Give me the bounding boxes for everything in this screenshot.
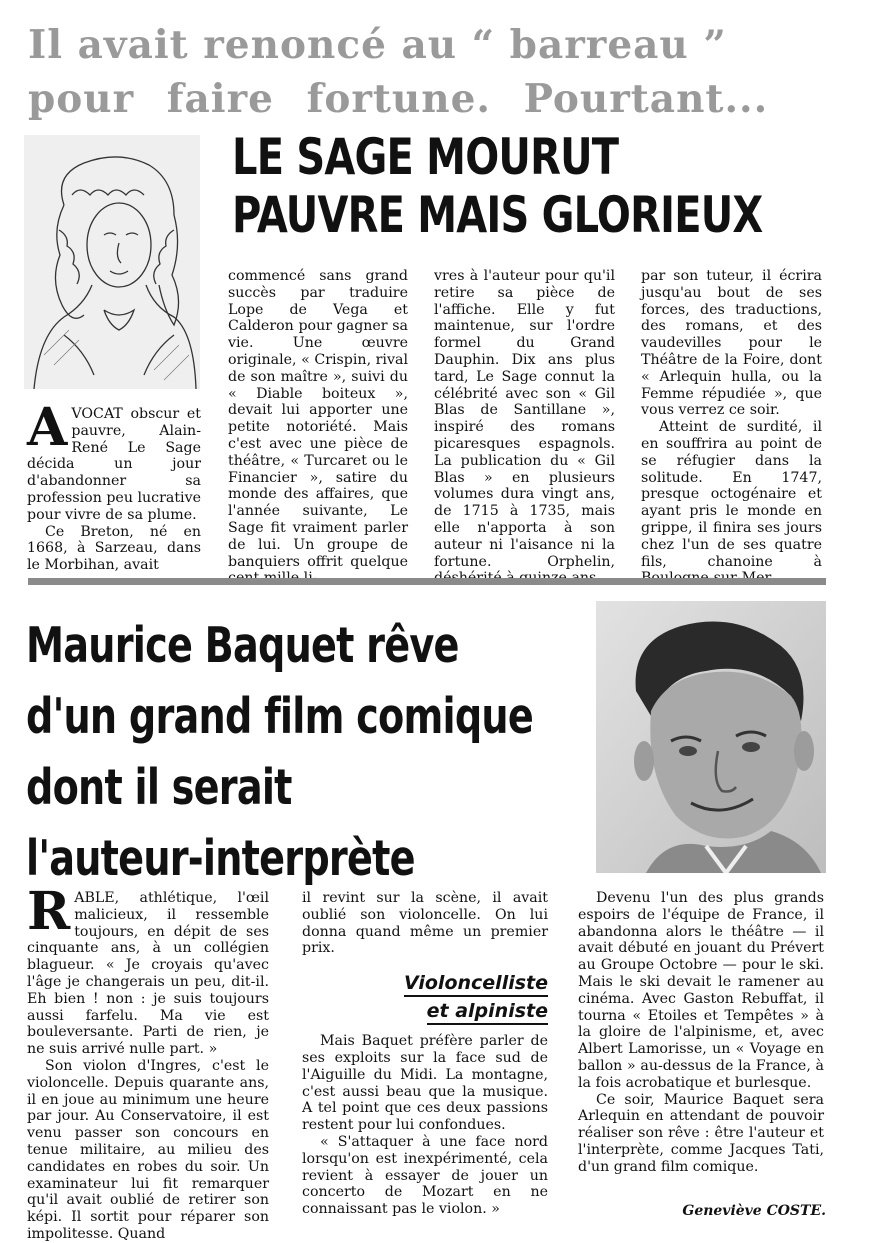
kicker-line-1: Il avait renoncé au “ barreau ” <box>28 22 727 68</box>
dropcap-a: A <box>27 397 68 458</box>
article2-col3-paragraph-2: Ce soir, Maurice Baquet sera Arlequin en attendant de pouvoir réaliser son rêve : être l'auteur et l'interprète, comme Jacques Tati, d'un grand film comique. <box>578 1091 824 1175</box>
headline-baquet-line-2: d'un grand film comique <box>26 688 534 745</box>
section-divider <box>28 578 826 585</box>
article2-col1-paragraph-2: Son violon d'Ingres, c'est le violoncelle. Depuis quarante ans, il en joue au minimum une heure par jour. Au Conservatoire, il est venu passer son concours en tenue militaire, au milieu des candidates en robes du soir. Un examinateur lui fit remarquer qu'il avait oublié de retirer son képi. Il sortit pour réparer son impolitesse. Quand <box>27 1057 269 1242</box>
subhead-violoncelliste-alpiniste <box>302 969 548 1025</box>
article1-column-3 <box>434 268 615 587</box>
headline-le-sage-line-2: PAUVRE MAIS GLORIEUX <box>232 186 763 244</box>
article2-col1-paragraph-1: ABLE, athlétique, l'œil malicieux, il ressemble toujours, en dépit de ses cinquante ans, à un collégien blagueur. « Je croyais qu'avec l'âge je changerais un peu, dit-il. Eh bien ! non : je suis toujours aussi farfelu. Ma vie est bouleversante. Parti de rien, je ne suis arrivé nulle part. » <box>27 890 269 1058</box>
kicker-line-2: pour faire fortune. Pourtant... <box>28 76 769 122</box>
article1-col4-paragraph-2: Atteint de surdité, il en souffrira au point de se réfugier dans la solitude. En 1747, presque octogénaire et ayant pris le monde en grippe, il finira ses jours chez l'un de ses quatre fils, chanoine à <box>641 419 822 570</box>
article1-col3-paragraph: vres à l'auteur pour qu'il retire sa pièce de l'affiche. Elle y fut maintenue, sur l'ordre formel du Grand Dauphin. Dix ans plus tard, Le Sage connut la célébrité avec son « Gil Blas de Santillane », inspiré des romans picaresques espagnols. La publication du « Gil Blas » en plusieurs volumes dura vingt ans, de 1715 à 1735, mais elle n'apporta à son auteur ni l'aisance ni la fortune. Orphelin, <box>434 268 615 570</box>
article1-col4-paragraph-1: par son tuteur, il écrira jusqu'au bout de ses forces, des traductions, des romans, et des vaudevilles pour le Théâtre de la Foire, dont « Arlequin hulla, ou la Femme répudiée », que vous verrez ce soir. <box>641 268 822 419</box>
article2-column-3 <box>578 890 824 1176</box>
headline-baquet-line-1: Maurice Baquet rêve <box>26 617 459 674</box>
subhead-line-2: et alpiniste <box>427 1000 548 1025</box>
article2-col3-paragraph-1: Devenu l'un des plus grands espoirs de l'équipe de France, il abandonna alors le théâtre — il avait débuté en jouant du Prévert au Groupe Octobre — pour le ski. Mais le ski devait le ramener au cinéma. Avec Gaston Rebuffat, il tourna « Etoiles et Tempêtes » à la gloire de l'alpinisme, et, avec Albert Lamorisse, un « Voyage en ballon » au-dessus de la France, à la fois acrobatique et burlesque. <box>578 890 824 1091</box>
author-signature: Geneviève COSTE. <box>682 1203 826 1219</box>
article2-col2-paragraph-0: il revint sur la scène, il avait oublié son violoncelle. On lui donna quand même un premier prix. <box>302 890 548 957</box>
article2-column-2 <box>302 890 548 1218</box>
article1-column-2 <box>228 268 408 587</box>
dropcap-r: R <box>27 881 71 942</box>
article1-col1-paragraph-1: VOCAT obscur et pauvre, Alain-René Le Sage décida un jour d'abandonner sa profession peu lucrative pour vivre de sa plume. <box>27 406 201 523</box>
article2-column-1 <box>27 881 269 1243</box>
article2-col2-paragraph-2: « S'attaquer à une face nord lorsqu'on est inexpérimenté, cela revient à essayer de jouer un concerto de Mozart en ne connaissant pas le violon. » <box>302 1133 548 1218</box>
article1-col2-paragraph: commencé sans grand succès par traduire Lope de Vega et Calderon pour gagner sa vie. Une œuvre originale, « Crispin, rival de son maître », suivi du « Diable boiteux », devait lui apporter une petite notoriété. Mais c'est avec une pièce de théâtre, « Turcaret ou le Financier », satire du monde des affaires, que l'année suivante, Le Sage fit vraiment parler de lui. Un groupe de banquiers offrit quelque <box>228 268 408 570</box>
headline-le-sage-line-1: LE SAGE MOURUT <box>232 128 619 186</box>
article1-col1-paragraph-2: Ce Breton, né en 1668, à Sarzeau, dans le Morbihan, avait <box>27 523 201 574</box>
article1-column-1 <box>27 397 201 574</box>
headline-baquet-line-4: l'auteur-interprète <box>26 830 415 887</box>
subhead-line-1: Violoncelliste <box>404 972 548 997</box>
headline-maurice-baquet <box>26 610 534 894</box>
maurice-baquet-photo <box>596 601 826 873</box>
article1-column-4 <box>641 268 822 587</box>
headline-le-sage <box>232 128 763 244</box>
le-sage-portrait-image <box>24 135 200 389</box>
headline-baquet-line-3: dont il serait <box>26 759 292 816</box>
article2-col2-paragraph-1: Mais Baquet préfère parler de ses exploits sur la face sud de l'Aiguille du Midi. La montagne, c'est aussi beau que la musique. A tel point que ces deux passions restent pour lui confondues. <box>302 1033 548 1134</box>
kicker <box>28 18 828 126</box>
